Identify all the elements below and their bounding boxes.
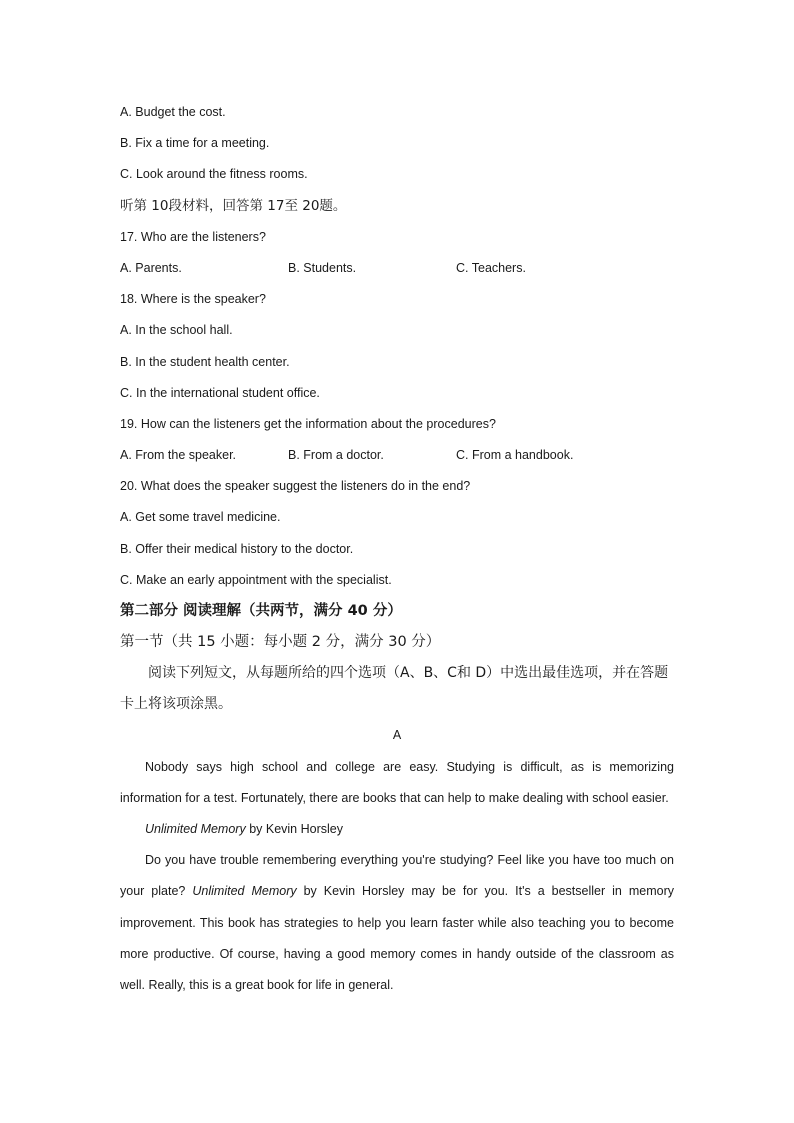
passage-label: A <box>392 728 402 743</box>
book1-byline: by Kevin Horsley <box>245 821 343 836</box>
q18-option-b: B. In the student health center. <box>120 354 290 369</box>
q16-option-b: B. Fix a time for a meeting. <box>120 136 270 151</box>
q19-question: 19. How can the listeners get the information about the procedures? <box>120 416 496 431</box>
q18-option-c: C. In the international student office. <box>120 385 320 400</box>
book1-paragraph <box>120 845 674 1001</box>
q17-option-c: C. Teachers. <box>456 260 526 275</box>
book1-heading <box>120 814 674 845</box>
reading-instructions: 阅读下列短文，从每题所给的四个选项（A、B、C和 D）中选出最佳选项，并在答题卡上将该项涂黑。 <box>120 665 669 713</box>
book1-para-rest: by Kevin Horsley may be for you. It's a bestseller in memory improvement. This book has strategies to help you learn faster while also teaching you to become more productive. Of course, having a good memory comes in handy outside of the classroom as well. Really, this is a great book for life in general. <box>120 884 674 992</box>
book1-para-start: Do you have trouble remembering everything you're studying? Feel like you have too much on your plate? <box>120 853 674 899</box>
q17-question: 17. Who are the listeners? <box>120 229 266 244</box>
page-content <box>120 97 674 1001</box>
q16-option-a: A. Budget the cost. <box>120 105 226 119</box>
section1-heading: 第一节（共 15 小题：每小题 2 分，满分 30 分） <box>120 634 441 651</box>
q17-options <box>120 253 674 284</box>
q20-option-c: C. Make an early appointment with the specialist. <box>120 572 392 587</box>
q17-option-b: B. Students. <box>288 260 357 275</box>
passage-intro: Nobody says high school and college are easy. Studying is difficult, as is memorizing information for a test. Fortunately, there are books that can help to make dealing with school easier. <box>120 759 674 805</box>
book1-para-title: Unlimited Memory <box>192 884 297 899</box>
q18-option-a: A. In the school hall. <box>120 323 233 338</box>
q16-option-c: C. Look around the fitness rooms. <box>120 167 308 182</box>
q18-question: 18. Where is the speaker? <box>120 292 266 307</box>
q19-options <box>120 440 674 471</box>
section10-intro: 听第 10段材料，回答第 17至 20题。 <box>120 197 347 214</box>
book1-title: Unlimited Memory <box>145 821 246 836</box>
q20-option-b: B. Offer their medical history to the doctor. <box>120 541 354 556</box>
q17-option-a: A. Parents. <box>120 260 182 275</box>
q20-option-a: A. Get some travel medicine. <box>120 510 281 525</box>
q19-option-c: C. From a handbook. <box>456 448 574 463</box>
q19-option-b: B. From a doctor. <box>288 448 384 463</box>
part2-heading: 第二部分 阅读理解（共两节，满分 40 分） <box>120 603 402 619</box>
q20-question: 20. What does the speaker suggest the listeners do in the end? <box>120 479 471 494</box>
q19-option-a: A. From the speaker. <box>120 448 237 463</box>
